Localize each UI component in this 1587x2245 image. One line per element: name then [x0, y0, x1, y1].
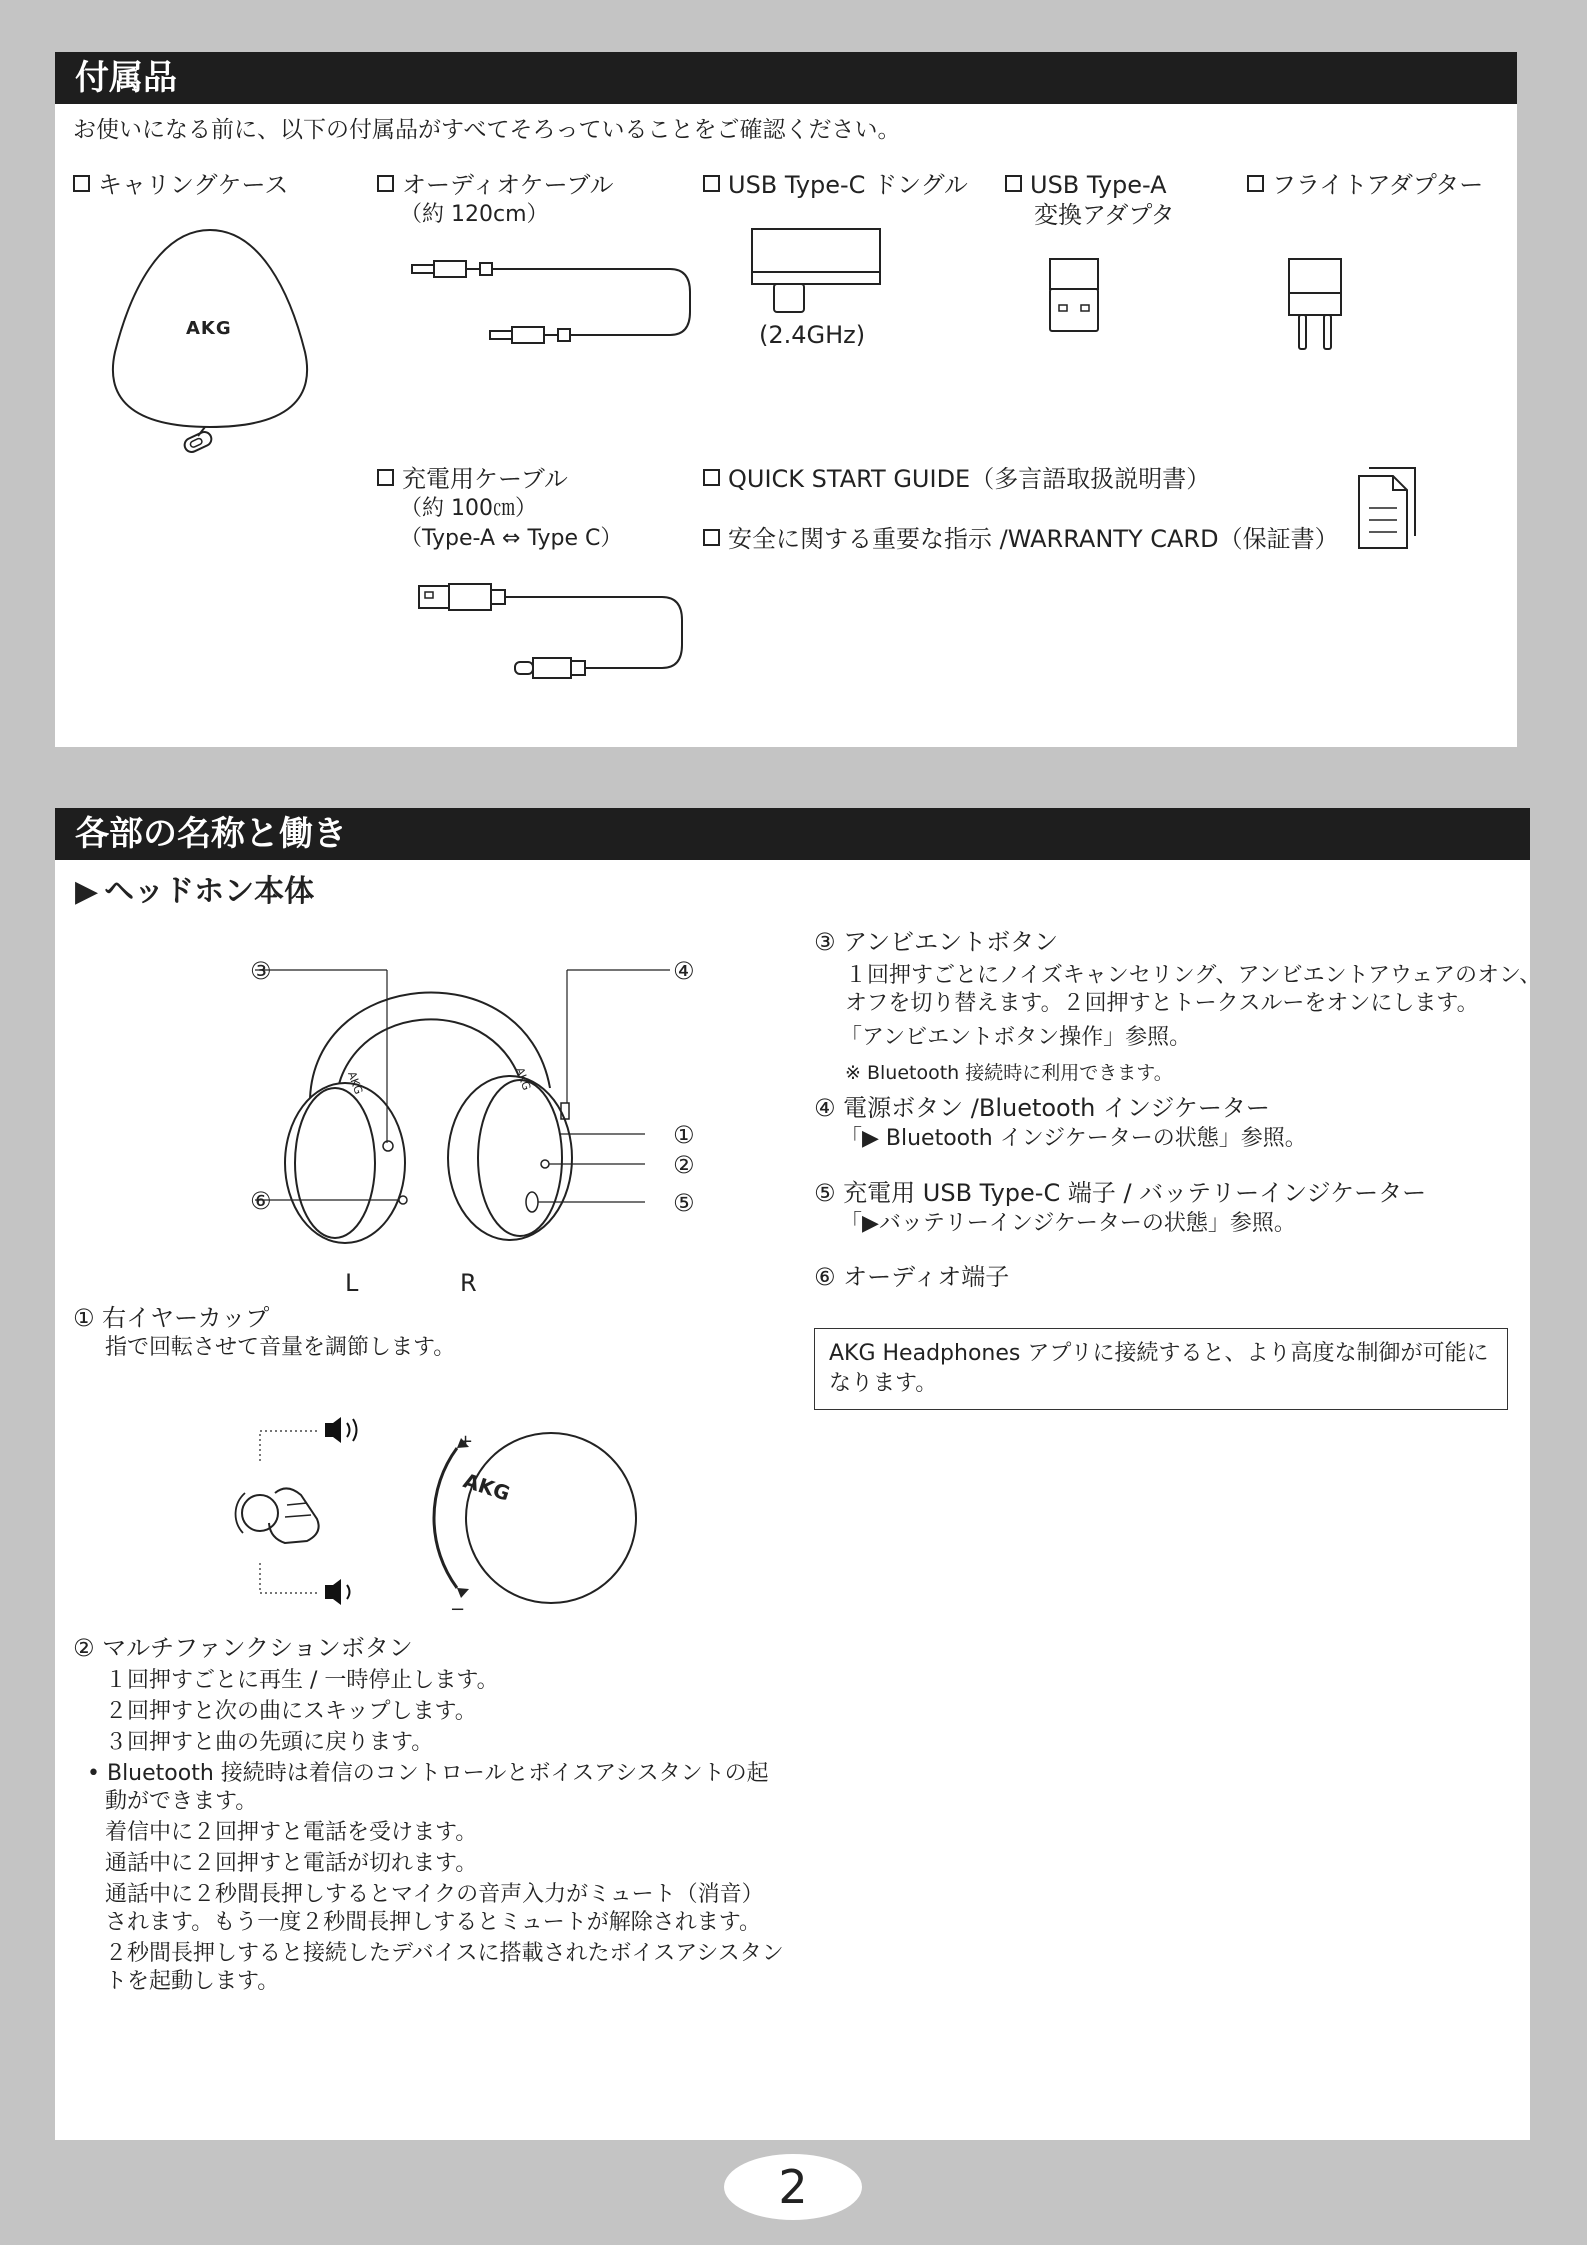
usb-a-adapter-illustration: [1045, 257, 1105, 337]
item-1-line: 指で回転させて音量を調節します。: [105, 1335, 456, 1360]
item-label: QUICK START GUIDE（多言語取扱説明書）: [728, 465, 1211, 493]
item-2-line: 通話中に２秒間長押しするとマイクの音声入力がミュート（消音）: [105, 1882, 764, 1907]
flight-adapter-illustration: [1283, 257, 1353, 357]
item-2-line: 動ができます。: [105, 1789, 258, 1814]
item-label: キャリングケース: [98, 171, 289, 199]
case-logo: AKG: [186, 318, 232, 339]
parts-title: 各部の名称と働き: [55, 808, 1530, 860]
charging-cable-illustration: [417, 580, 687, 690]
callout-2: ②: [673, 1151, 695, 1179]
page-number: 2: [724, 2154, 862, 2220]
item-label: オーディオケーブル: [402, 171, 614, 199]
triangle-right-icon: ▶: [75, 874, 99, 909]
item-3-line: オフを切り替えます。２回押すとトークスルーをオンにします。: [845, 991, 1479, 1016]
checkbox-icon: [703, 469, 720, 486]
parts-subtitle: [75, 872, 314, 912]
item-2-line: されます。もう一度２秒間長押しするとミュートが解除されます。: [105, 1910, 762, 1935]
item-2-line: ３回押すと曲の先頭に戻ります。: [105, 1730, 434, 1755]
usb-a-adapter-sub: 変換アダプタ: [1034, 201, 1175, 229]
accessories-title: 付属品: [55, 52, 1517, 104]
item-3-line: 「アンビエントボタン操作」参照。: [840, 1025, 1192, 1050]
item-label: USB Type-A: [1030, 171, 1167, 199]
speaker-quiet-icon: [325, 1579, 350, 1605]
item-2-line: • Bluetooth 接続時は着信のコントロールとボイスアシスタントの起: [87, 1761, 769, 1786]
checkbox-icon: [1247, 175, 1264, 192]
checkbox-icon: [703, 529, 720, 546]
earcup-logo-left: AKG: [345, 1069, 366, 1096]
item-5-heading: ⑤ 充電用 USB Type-C 端子 / バッテリーインジケーター: [814, 1179, 1427, 1207]
item-4-line: 「▶ Bluetooth インジケーターの状態」参照。: [840, 1126, 1307, 1151]
item-safety-warranty: [703, 524, 1339, 554]
item-label: 充電用ケーブル: [402, 465, 568, 493]
charging-cable-type: （Type-A ⇔ Type C）: [400, 526, 623, 551]
item-2-line: 通話中に２回押すと電話が切れます。: [105, 1851, 478, 1876]
accessories-panel: [55, 52, 1517, 747]
item-2-line: 着信中に２回押すと電話を受けます。: [105, 1820, 478, 1845]
item-2-line: ２回押すと次の曲にスキップします。: [105, 1699, 477, 1724]
checkbox-icon: [377, 175, 394, 192]
checkbox-icon: [73, 175, 90, 192]
item-2-heading: ② マルチファンクションボタン: [73, 1634, 413, 1662]
item-carrying-case: [73, 170, 288, 200]
charging-cable-length: （約 100㎝）: [400, 496, 537, 521]
callout-4: ④: [673, 957, 695, 985]
app-note-box: AKG Headphones アプリに接続すると、より高度な制御が可能になります。: [814, 1328, 1508, 1410]
checkbox-icon: [703, 175, 720, 192]
item-usb-a-adapter: [1005, 170, 1167, 200]
item-4-heading: ④ 電源ボタン /Bluetooth インジケーター: [814, 1094, 1270, 1122]
dongle-illustration: [750, 227, 890, 317]
item-charging-cable: [377, 464, 568, 494]
audio-cable-illustration: [410, 257, 710, 357]
item-3-heading: ③ アンビエントボタン: [814, 928, 1059, 956]
checkbox-icon: [377, 469, 394, 486]
item-5-line: 「▶バッテリーインジケーターの状態」参照。: [840, 1211, 1296, 1236]
speaker-loud-icon: [325, 1417, 357, 1443]
subtitle-text: ヘッドホン本体: [104, 874, 315, 909]
document-icon: [1355, 464, 1425, 554]
callout-5: ⑤: [673, 1189, 695, 1217]
item-2-line: １回押すごとに再生 / 一時停止します。: [105, 1668, 499, 1693]
callout-6: ⑥: [250, 1187, 272, 1215]
item-label: フライトアダプター: [1272, 171, 1484, 199]
item-2-line: ２秒間長押しすると接続したデバイスに搭載されたボイスアシスタン: [105, 1941, 784, 1966]
item-audio-cable: [377, 170, 613, 200]
side-label-right: R: [460, 1269, 477, 1297]
accessories-intro: お使いになる前に、以下の付属品がすべてそろっていることをご確認ください。: [73, 117, 901, 143]
item-3-note: ※ Bluetooth 接続時に利用できます。: [845, 1062, 1173, 1084]
item-3-line: １回押すごとにノイズキャンセリング、アンビエントアウェアのオン、: [845, 963, 1542, 988]
item-label: 安全に関する重要な指示 /WARRANTY CARD（保証書）: [728, 525, 1339, 553]
parts-panel: [55, 808, 1542, 2140]
earcup-logo-right: AKG: [513, 1065, 534, 1092]
item-6-heading: ⑥ オーディオ端子: [814, 1263, 1010, 1291]
item-label: USB Type-C ドングル: [728, 171, 968, 199]
item-2-line: トを起動します。: [105, 1969, 280, 1994]
item-quick-start-guide: [703, 464, 1210, 494]
item-dongle: [703, 170, 968, 200]
side-label-left: L: [345, 1269, 359, 1297]
checkbox-icon: [1005, 175, 1022, 192]
callout-1: ①: [673, 1121, 695, 1149]
dongle-frequency: (2.4GHz): [759, 321, 866, 349]
volume-minus-label: −: [450, 1599, 466, 1620]
item-1-heading: ① 右イヤーカップ: [73, 1304, 270, 1332]
callout-3: ③: [250, 957, 272, 985]
volume-plus-label: +: [458, 1431, 474, 1452]
item-flight-adapter: [1247, 170, 1483, 200]
cup-logo: AKG: [460, 1468, 513, 1506]
audio-cable-length: （約 120cm）: [400, 202, 549, 227]
